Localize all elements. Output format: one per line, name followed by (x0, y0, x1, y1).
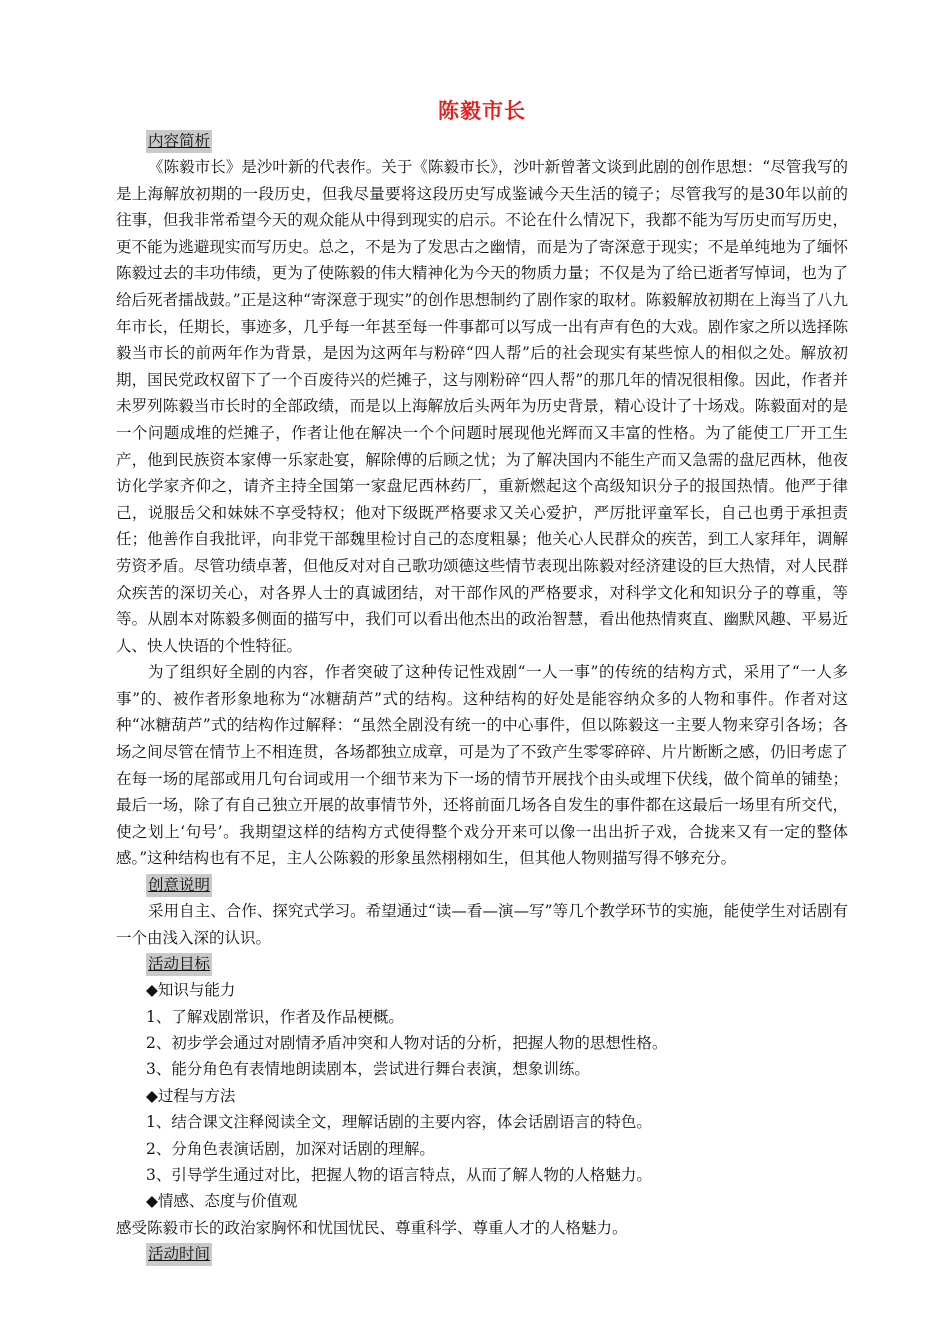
goal-item: 感受陈毅市长的政治家胸怀和忧国忧民、尊重科学、尊重人才的人格魅力。 (116, 1218, 628, 1237)
goal-item: 2、分角色表演话剧，加深对话剧的理解。 (146, 1139, 435, 1158)
goal-group-heading: ◆情感、态度与价值观 (146, 1192, 298, 1211)
section-time-header (116, 1241, 848, 1267)
section-label-goals: 活动目标 (146, 953, 212, 976)
section-label-intent: 创意说明 (146, 874, 212, 897)
goal-item: 2、初步学会通过对剧情矛盾冲突和人物对话的分析，把握人物的思想性格。 (146, 1034, 668, 1052)
analysis-paragraph-1: 《陈毅市长》是沙叶新的代表作。关于《陈毅市长》，沙叶新曾著文谈到此剧的创作思想：“尽管我写的是上海解放初期的一段历史，但我尽量要将这段历史写成鉴诫今天生活的镜子；尽管我写的是30年以前的往事，但我非常希望今天的观众能从中得到现实的启示。不论在什么情况下，我都不能为写历史而写历史，更不能为逃避现实而写历史。总之，不是为了发思古之幽情，而是为了寄深意于现实；不是单纯地为了缅怀陈毅过去的丰功伟绩，更为了使陈毅的伟大精神化为今天的物质力量；不仅是为了给已逝者写悼词，也为了给后死者擂战鼓。”正是这种“寄深意于现实”的创作思想制约了剧作家的取材。陈毅解放初期在上海当了八九年市长，任期长，事迹多，几乎每一年甚至每一件事都可以写成一出有声有色的大戏。剧作家之所以选择陈毅当市长的前两年作为背景，是因为这两年与粉碎“四人帮”后的社会现实有某些惊人的相似之处。解放初期，国民党政权留下了一个百废待兴的烂摊子，这与刚粉碎“四人帮”的那几年的情况很相像。因此，作者并未罗列陈毅当市长时的全部政绩，而是以上海解放后头两年为历史背景，精心设计了十场戏。陈毅面对的是一个问题成堆的烂摊子，作者让他在解决一个个问题时展现他光辉而又丰富的性格。为了能使工厂开工生产，他到民族资本家傅一乐家赴宴，解除傅的后顾之忧；为了解决国内不能生产而又急需的盘尼西林，他夜访化学家齐仰之，请齐主持全国第一家盘尼西林药厂，重新燃起这个高级知识分子的报国热情。他严于律己，说服岳父和妹妹不享受特权；他对下级既严格要求又关心爱护，严厉批评童军长，自己也勇于承担责任；他善作自我批评，向非党干部魏里检讨自己的态度粗暴；他关心人民群众的疾苦，到工人家拜年，调解劳资矛盾。尽管功绩卓著，但他反对对自己歌功颂德这些情节表现出陈毅对经济建设的巨大热情，对人民群众疾苦的深切关心，对各界人士的真诚团结，对干部作风的严格要求，对科学文化和知识分子的尊重，等等。从剧本对陈毅多侧面的描写中，我们可以看出他杰出的政治智慧，看出他热情爽直、幽默风趣、平易近人、快人快语的个性特征。 (116, 158, 848, 655)
goal-group-heading: ◆知识与能力 (146, 981, 236, 1000)
goal-item: 1、结合课文注释阅读全文，理解话剧的主要内容，体会话剧语言的特色。 (146, 1113, 652, 1132)
goal-group-heading: ◆过程与方法 (146, 1086, 236, 1105)
analysis-paragraph-2: 为了组织好全剧的内容，作者突破了这种传记性戏剧“一人一事”的传统的结构方式，采用了“一人多事”的、被作者形象地称为“冰糖葫芦”式的结构。这种结构的好处是能容纳众多的人物和事件。作者对这种“冰糖葫芦”式的结构作过解释：“虽然全剧没有统一的中心事件，但以陈毅这一主要人物来穿引各场；各场之间尽管在情节上不相连贯，各场都独立成章，可是为了不致产生零零碎碎、片片断断之感，仍旧考虑了在每一场的尾部或用几句台词或用一个细节来为下一场的情节开展找个由头或埋下伏线，做个简单的铺垫；最后一场，除了有自己独立开展的故事情节外，还将前面几场各自发生的事件都在这最后一场里有所交代，使之划上‘句号’。我期望这样的结构方式使得整个戏分开来可以像一出出折子戏，合拢来又有一定的整体感。”这种结构也有不足，主人公陈毅的形象虽然栩栩如生，但其他人物则描写得不够充分。 (116, 663, 848, 868)
goal-item: 1、了解戏剧常识，作者及作品梗概。 (146, 1007, 404, 1026)
section-intent-header (116, 872, 848, 898)
page-title: 陈毅市长 (438, 98, 526, 123)
intent-paragraph: 采用自主、合作、探究式学习。希望通过“读—看—演—写”等几个教学环节的实施，能使学生对话剧有一个由浅入深的认识。 (116, 902, 848, 947)
goal-item: 3、引导学生通过对比，把握人物的语言特点，从而了解人物的人格魅力。 (146, 1165, 652, 1184)
section-goals-header (116, 951, 848, 977)
document-page (116, 96, 848, 1267)
goal-item: 3、能分角色有表情地朗读剧本，尝试进行舞台表演，想象训练。 (146, 1060, 590, 1079)
section-label-analysis: 内容简析 (146, 130, 212, 153)
section-label-time: 活动时间 (146, 1243, 212, 1266)
section-analysis-header (116, 128, 848, 154)
